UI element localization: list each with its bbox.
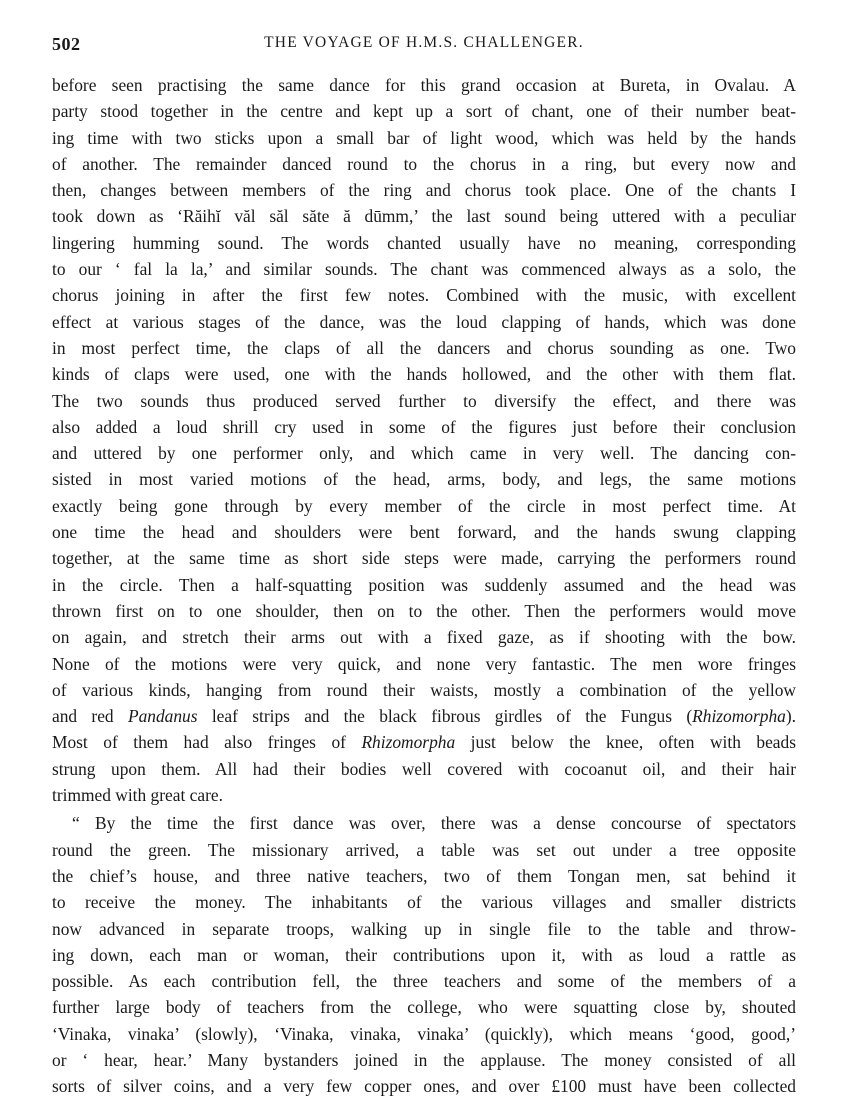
text-line: ‘Vinaka, vinaka’ (slowly), ‘Vinaka, vinaka, vinaka’ (quickly), which means ‘good, good,’ (52, 1023, 796, 1044)
text-line: The two sounds thus produced served further to diversify the effect, and there was (52, 390, 796, 411)
text-run: ). (785, 706, 796, 727)
text-line: the chief’s house, and three native teachers, two of them Tongan men, sat behind it (52, 865, 796, 886)
text-line: sorts of silver coins, and a very few copper ones, and over £100 must have been collected (52, 1076, 796, 1097)
text-line: ing down, each man or woman, their contributions upon it, with as loud a rattle as (52, 944, 796, 965)
text-line: took down as ‘Răihĭ văl săl săte ă dūmm,’ the last sound being uttered with a peculiar (52, 206, 796, 227)
text-line: also added a loud shrill cry used in some of the figures just before their conclusion (52, 416, 796, 437)
italic-term: Pandanus (127, 706, 198, 727)
text-line-with-italics (52, 729, 796, 755)
body-text (52, 72, 796, 1100)
text-line: before seen practising the same dance for this grand occasion at Bureta, in Ovalau. A (52, 75, 796, 95)
text-line: of another. The remainder danced round to the chorus in a ring, but every now and (52, 153, 796, 174)
text-line: round the green. The missionary arrived, a table was set out under a tree opposite (52, 839, 796, 860)
running-head (52, 28, 796, 58)
text-line: chorus joining in after the first few notes. Combined with the music, with excellent (52, 285, 796, 306)
text-line: one time the head and shoulders were bent forward, and the hands swung clapping (52, 522, 796, 543)
text-line: strung upon them. All had their bodies well covered with cocoanut oil, and their hair (52, 758, 796, 779)
text-run: leaf strips and the black fibrous girdles of the Fungus ( (197, 706, 693, 727)
text-line: None of the motions were very quick, and none very fantastic. The men wore fringes (52, 653, 796, 674)
text-line: in the circle. Then a half-squatting position was suddenly assumed and the head was (52, 574, 796, 595)
text-line: in most perfect time, the claps of all the dancers and chorus sounding as one. Two (52, 337, 796, 358)
text-run: and red (52, 706, 128, 727)
text-line: to receive the money. The inhabitants of the various villages and smaller districts (52, 892, 796, 913)
text-line: and uttered by one performer only, and which came in very well. The dancing con- (52, 443, 796, 464)
italic-term: Rhizomorpha (692, 706, 786, 727)
text-line: or ‘ hear, hear.’ Many bystanders joined in the applause. The money consisted of all (52, 1049, 796, 1070)
text-line: effect at various stages of the dance, was the loud clapping of hands, which was done (52, 311, 796, 332)
text-run: Most of them had also fringes of (52, 732, 362, 753)
text-line: “ By the time the first dance was over, there was a dense concourse of spectators (72, 813, 796, 834)
running-title: THE VOYAGE OF H.M.S. CHALLENGER. (264, 34, 584, 51)
text-line: further large body of teachers from the college, who were squatting close by, shouted (52, 997, 796, 1018)
text-line: kinds of claps were used, one with the hands hollowed, and the other with them flat. (52, 364, 796, 385)
text-line: party stood together in the centre and kept up a sort of chant, one of their number beat- (52, 101, 796, 122)
text-run: just below the knee, often with beads (455, 732, 796, 753)
italic-term: Rhizomorpha (361, 732, 456, 753)
page-number: 502 (52, 34, 81, 54)
text-line: of various kinds, hanging from round their waists, mostly a combination of the yellow (52, 679, 796, 700)
text-line: lingering humming sound. The words chanted usually have no meaning, corresponding (52, 232, 796, 253)
text-line: thrown first on to one shoulder, then on to the other. Then the performers would move (52, 600, 796, 621)
text-line: ing time with two sticks upon a small bar of light wood, which was held by the hands (52, 127, 796, 148)
paragraph-1 (52, 72, 796, 808)
text-line: exactly being gone through by every member of the circle in most perfect time. At (52, 495, 796, 516)
text-line: together, at the same time as short side steps were made, carrying the performers round (52, 548, 796, 569)
text-line: possible. As each contribution fell, the three teachers and some of the members of a (52, 971, 796, 992)
text-line: trimmed with great care. (52, 785, 223, 806)
text-line: sisted in most varied motions of the head, arms, body, and legs, the same motions (52, 469, 796, 490)
paragraph-2 (52, 810, 796, 1099)
text-line: on again, and stretch their arms out with a fixed gaze, as if shooting with the bow. (52, 627, 796, 648)
text-line-with-italics (52, 703, 796, 729)
text-line: then, changes between members of the ring and chorus took place. One of the chants I (52, 180, 796, 201)
text-line: to our ‘ fal la la,’ and similar sounds. The chant was commenced always as a solo, the (52, 259, 796, 280)
text-line: now advanced in separate troops, walking up in single file to the table and throw- (52, 918, 796, 939)
